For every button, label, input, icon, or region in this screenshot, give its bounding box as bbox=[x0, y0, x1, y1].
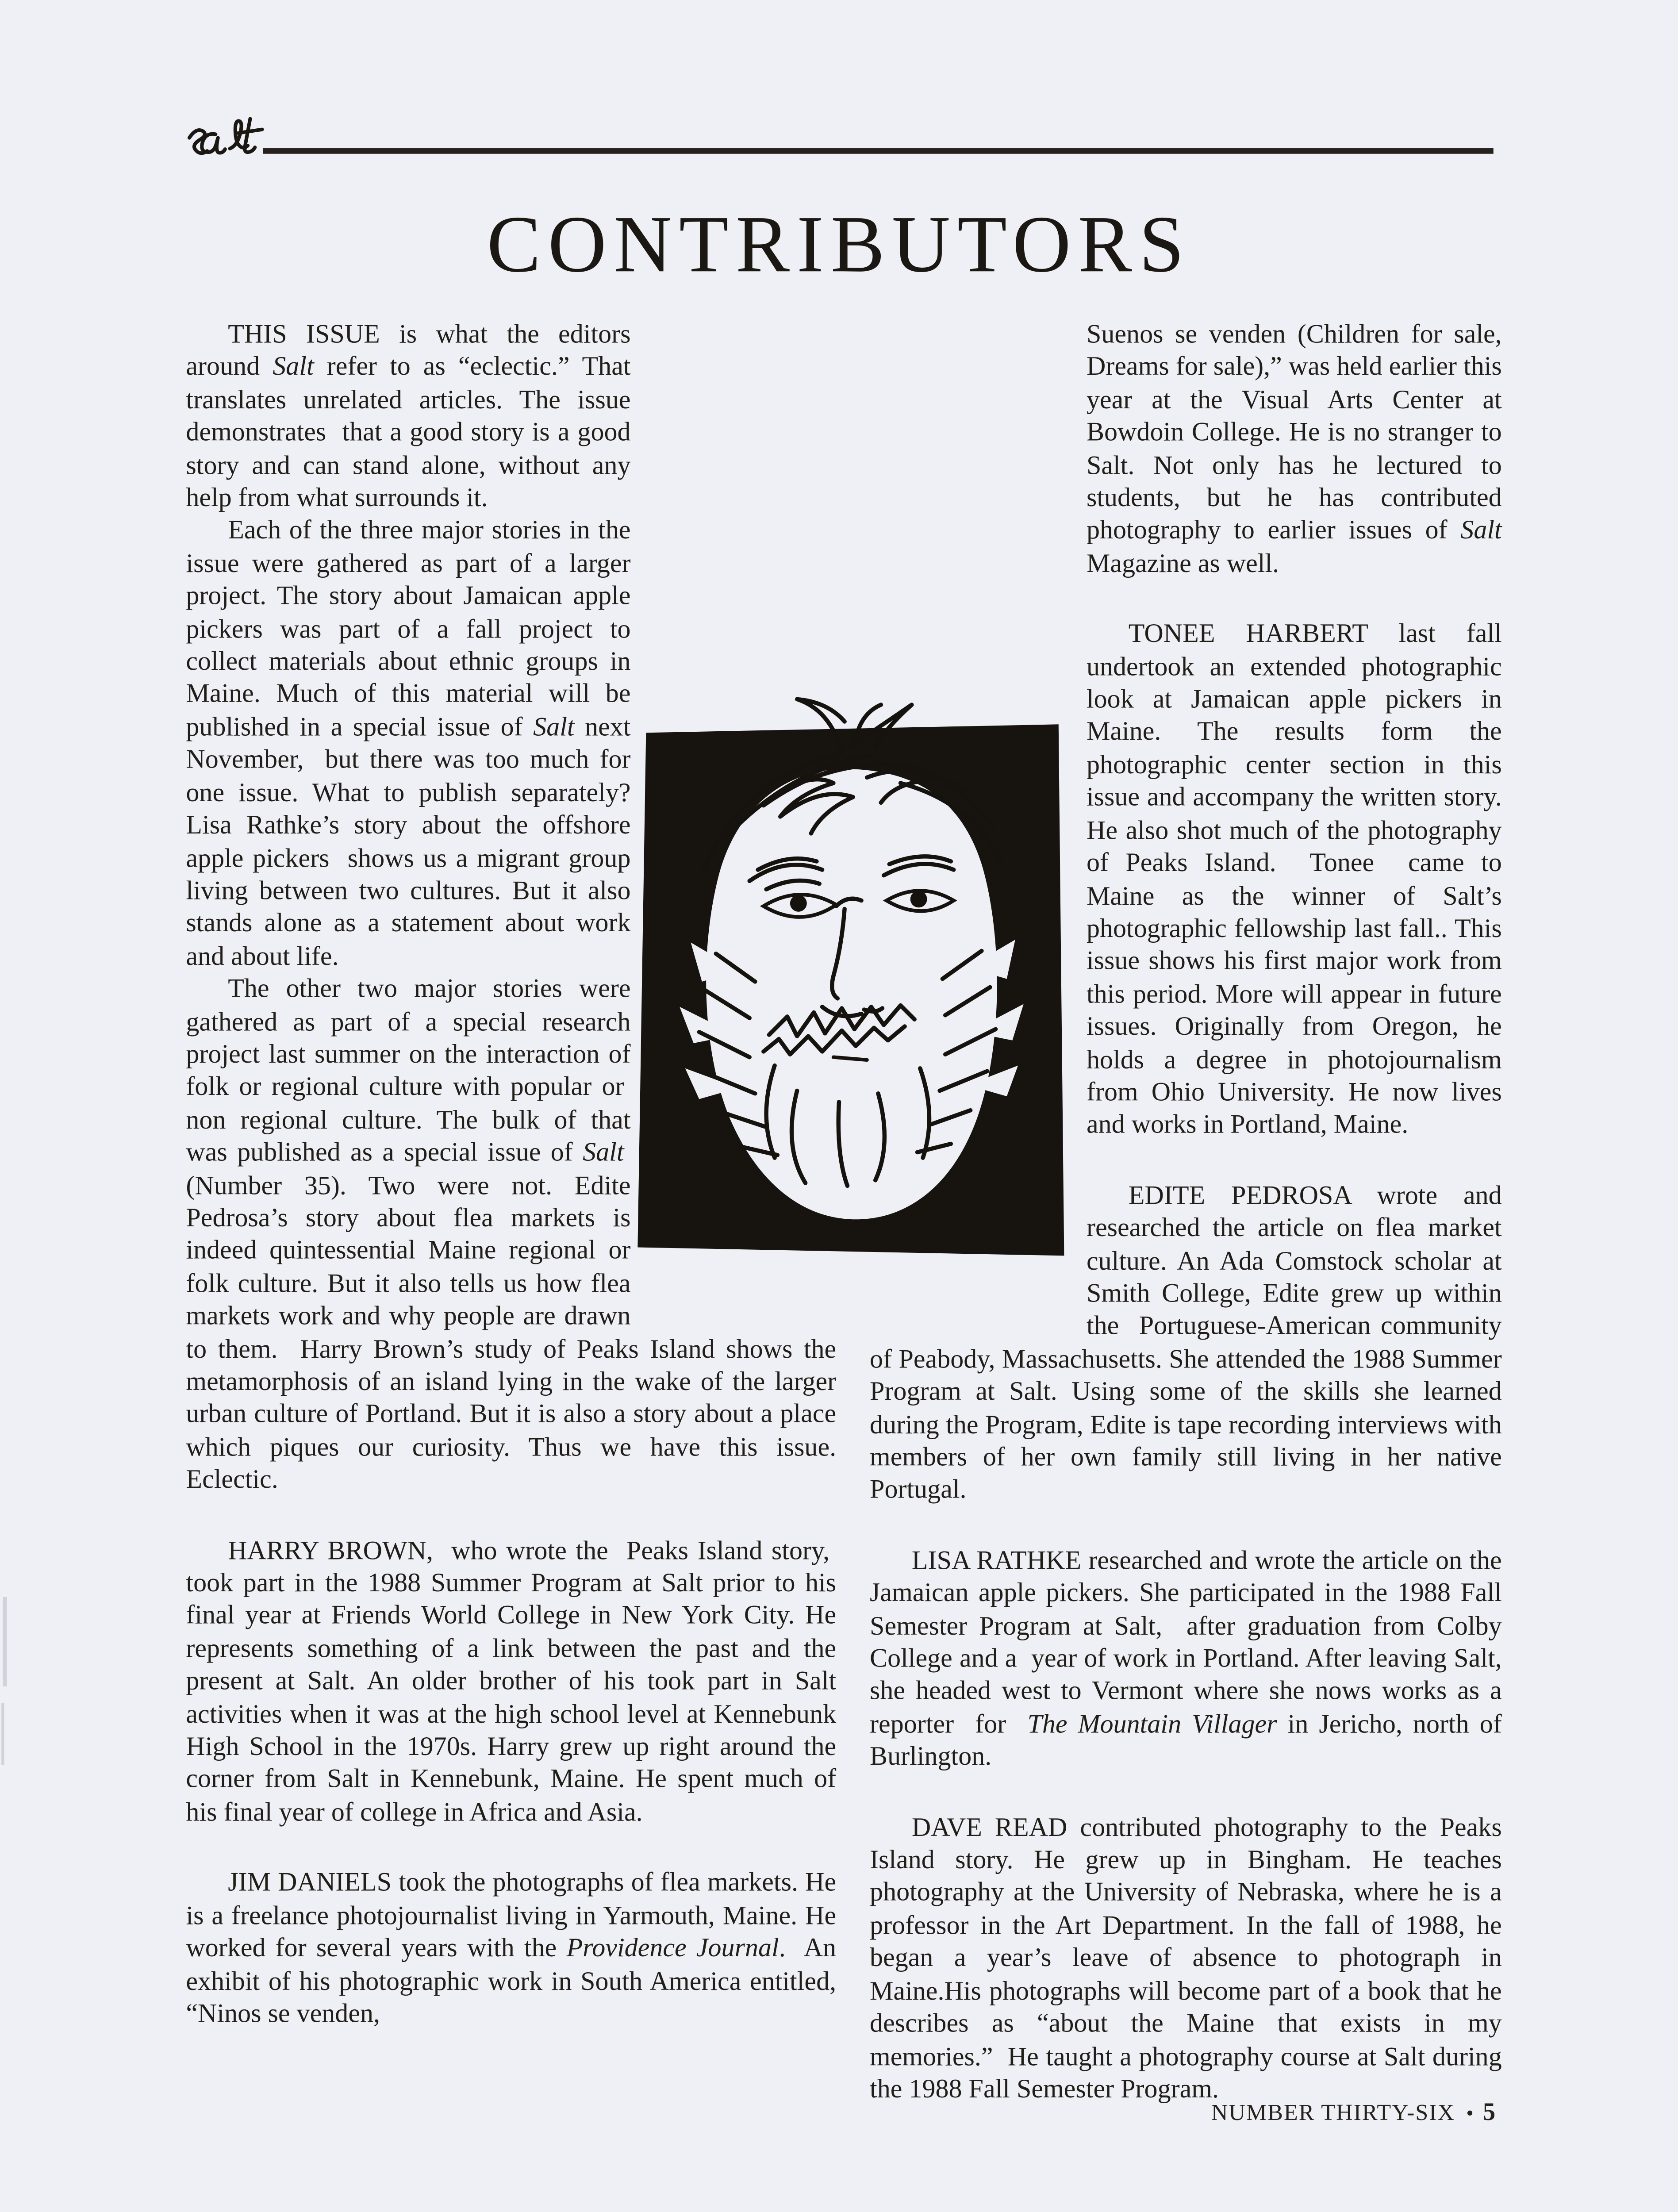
research-paragraph: The other two major stories were gathered as part of a special research project last summer on the interaction of folk or regional culture with popular or non regional culture. The bulk of that was published as a special issue of Salt (Number 35). Two were not. Edite Pedrosa’s story about flea markets is indeed quintessential Maine regional or folk culture. But it also tells us how flea markets work and why people are drawn to them. Harry Brown’s study of Peaks Island shows the metamorphosis of an island lying in the wake of the larger urban culture of Portland. But it is also a story about a place which piques our curiosity. Thus we have this issue. Eclectic. bbox=[186, 975, 837, 1495]
header-rule bbox=[263, 148, 1494, 154]
bio-jim-daniels-continued: Suenos se venden (Children for sale, Dreams for sale),” was held earlier this year at the Visual Arts Center at Bowdoin College. He is no stranger to Salt. Not only has he lectured to students, but he has contributed photography to earlier issues of Salt Magazine as well. bbox=[1086, 320, 1502, 579]
page-footer bbox=[1211, 2097, 1496, 2127]
bio-edite-pedrosa: EDITE PEDROSA wrote and researched the article on flea market culture. An Ada Comstock scholar at Smith College, Edite grew up within the Portuguese-American community of Peabody, Massachusetts. She attended the 1988 Summer Program at Salt. Using some of the skills she learned during the Program, Edite is tape recording interviews with members of her own family still living in her native Portugal. bbox=[870, 1181, 1502, 1505]
scan-artifact bbox=[3, 1597, 7, 1686]
scan-artifact bbox=[1, 1703, 4, 1765]
page-number: 5 bbox=[1482, 2097, 1497, 2126]
bio-tonee-harbert: TONEE HARBERT last fall undertook an extended photographic look at Jamaican apple pickers in Maine. The results form the photographic center section in this issue and accompany the written story. He also shot much of the photography of Peaks Island. Tonee came to Maine as the winner of Salt’s photographic fellowship last fall.. This issue shows his first major work from this period. More will appear in future issues. Originally from Oregon, he holds a degree in photojournalism from Ohio University. He now lives and works in Portland, Maine. bbox=[1086, 620, 1502, 1141]
page-title: CONTRIBUTORS bbox=[487, 198, 1191, 290]
salt-logo bbox=[176, 109, 265, 160]
bio-dave-read: DAVE READ contributed photography to the Peaks Island story. He grew up in Bingham. He teaches photography at the University of Nebraska, where he is a professor in the Art Department. In the fall of 1988, he began a year’s leave of absence to photograph in Maine.His photographs will become part of a book that he describes as “about the Maine that exists in my memories.” He taught a photography course at Salt during the 1988 Fall Semester Program. bbox=[870, 1813, 1502, 2104]
bio-jim-daniels: JIM DANIELS took the photographs of flea markets. He is a freelance photojournalist living in Yarmouth, Maine. He worked for several years with the Providence Journal. An exhibit of his photographic work in South America entitled, “Ninos se venden, bbox=[186, 1868, 837, 2029]
footer-bullet: • bbox=[1466, 2103, 1474, 2126]
projects-paragraph: Each of the three major stories in the issue were gathered as part of a larger project. The story about Jamaican apple pickers was part of a fall project to collect materials about ethnic groups in Maine. Much of this material will be published in a special issue of Salt next November, but there was too much for one issue. What to publish separately? Lisa Rathke’s story about the offshore apple pickers shows us a migrant group living between two cultures. But it also stands alone as a statement about work and about life. bbox=[186, 516, 631, 972]
face-illustration bbox=[632, 691, 1073, 1267]
issue-label: NUMBER THIRTY-SIX bbox=[1211, 2099, 1455, 2126]
bio-lisa-rathke: LISA RATHKE researched and wrote the article on the Jamaican apple pickers. She participated in the 1988 Fall Semester Program at Salt, after graduation from Colby College and a year of work in Portland. After leaving Salt, she headed west to Vermont where she nows works as a reporter for The Mountain Villager in Jericho, north of Burlington. bbox=[870, 1546, 1502, 1772]
intro-paragraph: THIS ISSUE is what the editors around Salt refer to as “eclectic.” That translates unrelated articles. The issue demonstrates that a good story is a good story and can stand alone, without any help from what surrounds it. bbox=[186, 320, 631, 514]
bio-harry-brown: HARRY BROWN, who wrote the Peaks Island story, took part in the 1988 Summer Program at Salt prior to his final year at Friends World College in New York City. He represents something of a link between the past and the present at Salt. An older brother of his took part in Salt activities when it was at the high school level at Kennebunk High School in the 1970s. Harry grew up right around the corner from Salt in Kennebunk, Maine. He spent much of his final year of college in Africa and Asia. bbox=[186, 1536, 837, 1828]
